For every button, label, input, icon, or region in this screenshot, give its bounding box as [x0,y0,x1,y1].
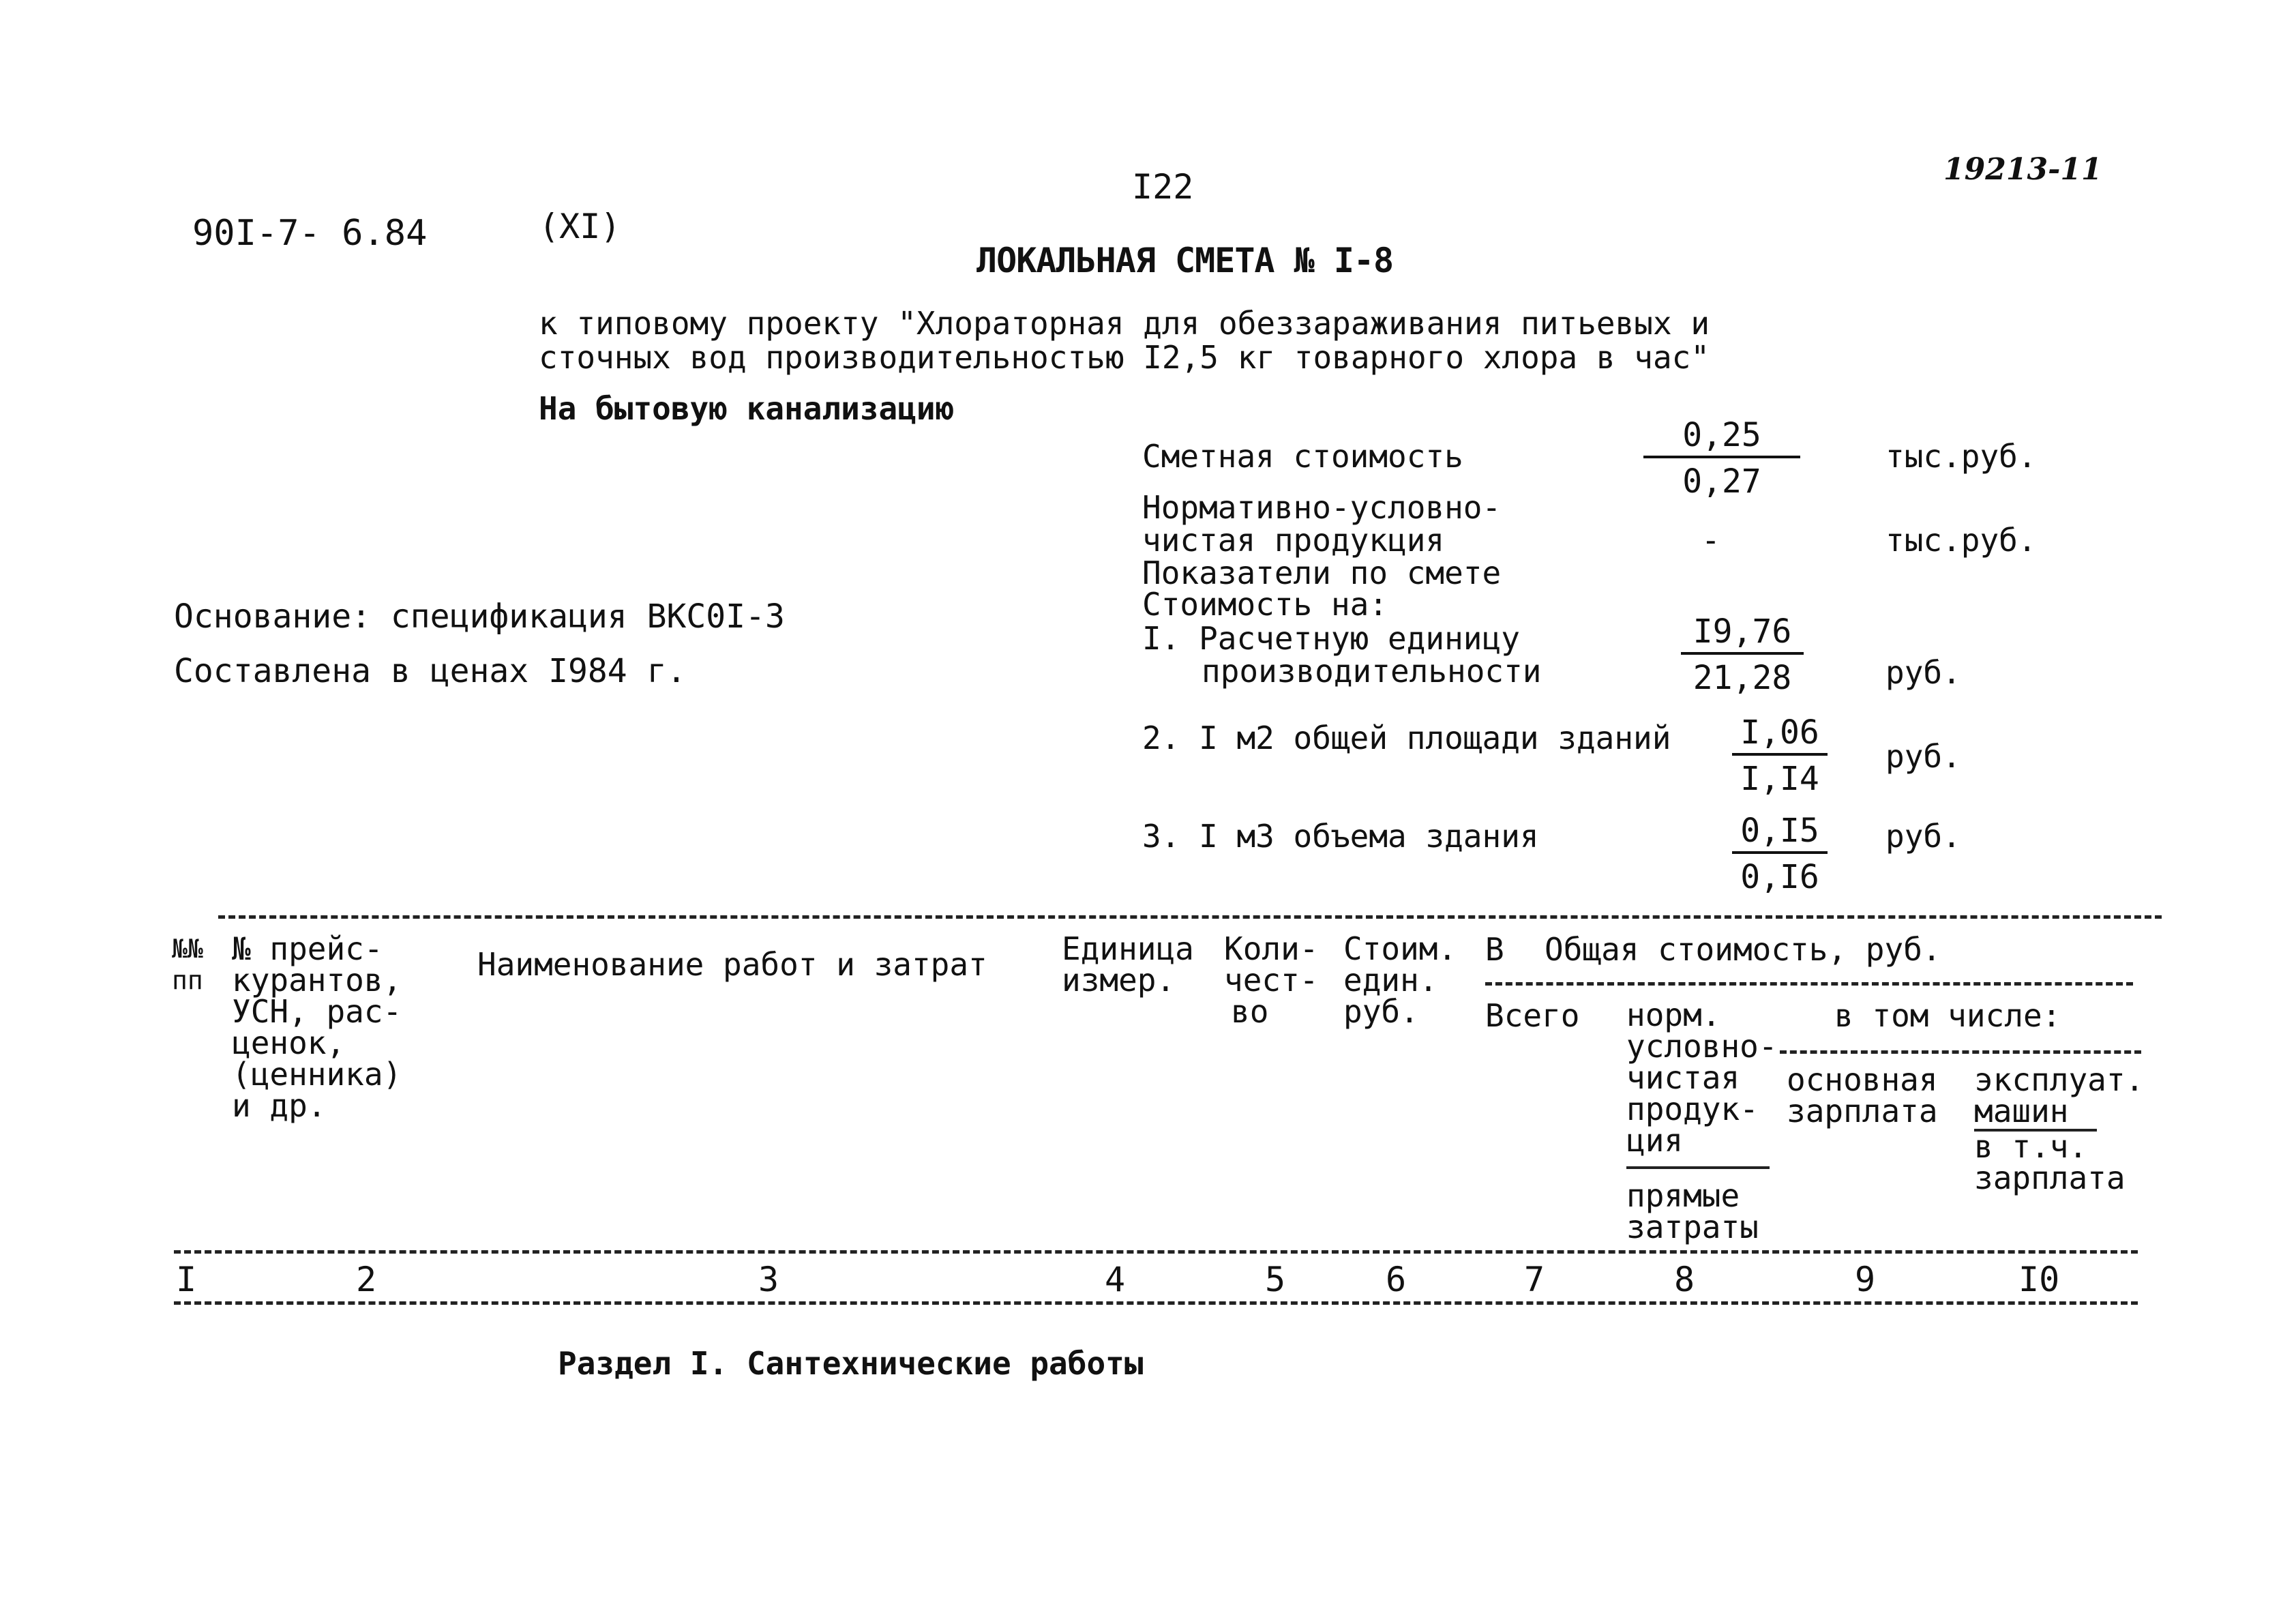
col1-line-1: №№ [172,934,203,964]
col5-header [1224,930,1319,1030]
including-header: в том числе: [1834,997,2061,1034]
normative-unit: тыс.руб. [1885,522,2037,559]
col4-line-2: измер. [1062,962,1176,999]
col-number-5: 5 [1265,1260,1286,1299]
item1-fraction [1681,614,1804,696]
col4-header [1062,930,1194,999]
document-code: 90I-7- 6.84 [192,213,428,254]
col9-line-1: основная [1787,1061,1938,1098]
col8b-line-1: прямые [1626,1177,1740,1214]
col-number-1: I [176,1260,197,1299]
col1-header [172,933,203,996]
item1-unit: руб. [1885,654,1961,691]
col10-header [1974,1061,2145,1129]
subtitle-line-2: сточных вод производительностью I2,5 кг товарного хлора в час" [539,339,1710,376]
col8-line-2: условно- [1626,1028,1778,1065]
cost-on-label: Стоимость на: [1142,586,1388,623]
col6-header [1343,930,1457,1030]
normative-label-2: чистая продукция [1142,522,1445,559]
col3-header: Наименование работ и затрат [477,946,987,983]
estimated-cost-unit: тыс.руб. [1885,438,2037,475]
estimated-cost-numerator: 0,25 [1643,417,1800,458]
estimated-cost-denominator: 0,27 [1682,462,1761,501]
col-number-2: 2 [356,1260,377,1299]
col8-divider [1626,1166,1770,1169]
estimated-cost-fraction [1643,417,1800,499]
col6-line-1: Стоим. [1343,930,1457,967]
col2-line-2: курантов, [232,962,402,999]
col-number-6: 6 [1386,1260,1407,1299]
total-cost-rule [1485,982,2133,986]
col2-line-3: УСН, рас- [232,993,402,1030]
section-title: Раздел I. Сантехнические работы [558,1345,1144,1382]
item1-numerator: I9,76 [1681,614,1804,655]
col9-line-2: зарплата [1787,1093,1938,1129]
item1-label-1: I. Расчетную единицу [1142,620,1520,657]
col10-line-2: машин [1974,1093,2069,1129]
prices-year-text: Составлена в ценах I984 г. [174,652,687,690]
normative-value: - [1701,522,1720,559]
col5-line-3: во [1231,993,1269,1030]
table-top-rule [218,915,2162,919]
col10-line-1: эксплуат. [1974,1061,2145,1098]
col8-header [1626,996,1778,1159]
col6-line-2: един. [1343,962,1438,999]
item2-fraction [1732,715,1828,797]
col10b-line-1: в т.ч. [1974,1128,2088,1165]
column-numbers-rule [174,1301,2138,1305]
col2-line-6: и др. [232,1087,327,1124]
col2-line-1: № прейс- [232,930,383,967]
col-number-4: 4 [1105,1260,1126,1299]
item3-numerator: 0,I5 [1732,813,1828,854]
item2-label: 2. I м2 общей площади зданий [1142,720,1671,756]
item1-denominator: 21,28 [1693,659,1792,697]
col10b-line-2: зарплата [1974,1159,2126,1196]
col-number-9: 9 [1855,1260,1876,1299]
volume-number: (XI) [539,207,621,246]
col-number-3: 3 [758,1260,779,1299]
col10b-header [1974,1128,2126,1196]
indicators-label: Показатели по смете [1142,555,1502,591]
col4-line-1: Единица [1062,930,1194,967]
col6-line-3: руб. [1343,993,1419,1030]
item3-label: 3. I м3 объема здания [1142,818,1539,855]
total-cost-header: Общая стоимость, руб. [1545,931,1941,968]
col7-all-header: Всего [1485,997,1580,1034]
col2-header [232,930,402,1124]
col2-line-4: ценок, [232,1024,346,1061]
document-title: ЛОКАЛЬНАЯ СМЕТА № I-8 [976,241,1394,280]
item2-numerator: I,06 [1732,715,1828,756]
inventory-number: 19213-11 [1943,152,2102,187]
col7-header: В [1485,931,1504,968]
item3-fraction [1732,813,1828,895]
object-name: На бытовую канализацию [539,390,955,427]
item1-label-2: производительности [1202,653,1542,690]
col8-line-5: ция [1626,1122,1684,1159]
subtitle-line-1: к типовому проекту "Хлораторная для обеззараживания питьевых и [539,305,1710,342]
col1-line-2: пп [172,965,203,995]
basis-text: Основание: спецификация ВКС0I-3 [174,597,785,636]
col5-line-1: Коли- [1224,930,1319,967]
col-number-10: I0 [2018,1260,2060,1299]
col8-line-4: продук- [1626,1091,1759,1127]
item2-denominator: I,I4 [1740,760,1819,798]
item3-denominator: 0,I6 [1740,858,1819,896]
item3-unit: руб. [1885,818,1961,855]
col5-line-2: чест- [1224,962,1319,999]
estimated-cost-label: Сметная стоимость [1142,438,1463,475]
normative-label-1: Нормативно-условно- [1142,489,1502,526]
col-number-7: 7 [1524,1260,1545,1299]
item2-unit: руб. [1885,738,1961,775]
col8-line-1: норм. [1626,996,1721,1033]
col2-line-5: (ценника) [232,1056,402,1093]
col8-line-3: чистая [1626,1059,1740,1096]
including-rule [1780,1050,2141,1054]
col8b-header [1626,1177,1759,1245]
table-header-bottom-rule [174,1250,2138,1254]
col-number-8: 8 [1674,1260,1695,1299]
page-number: I22 [1132,167,1194,207]
col9-header [1787,1061,1938,1129]
col8b-line-2: затраты [1626,1209,1759,1245]
